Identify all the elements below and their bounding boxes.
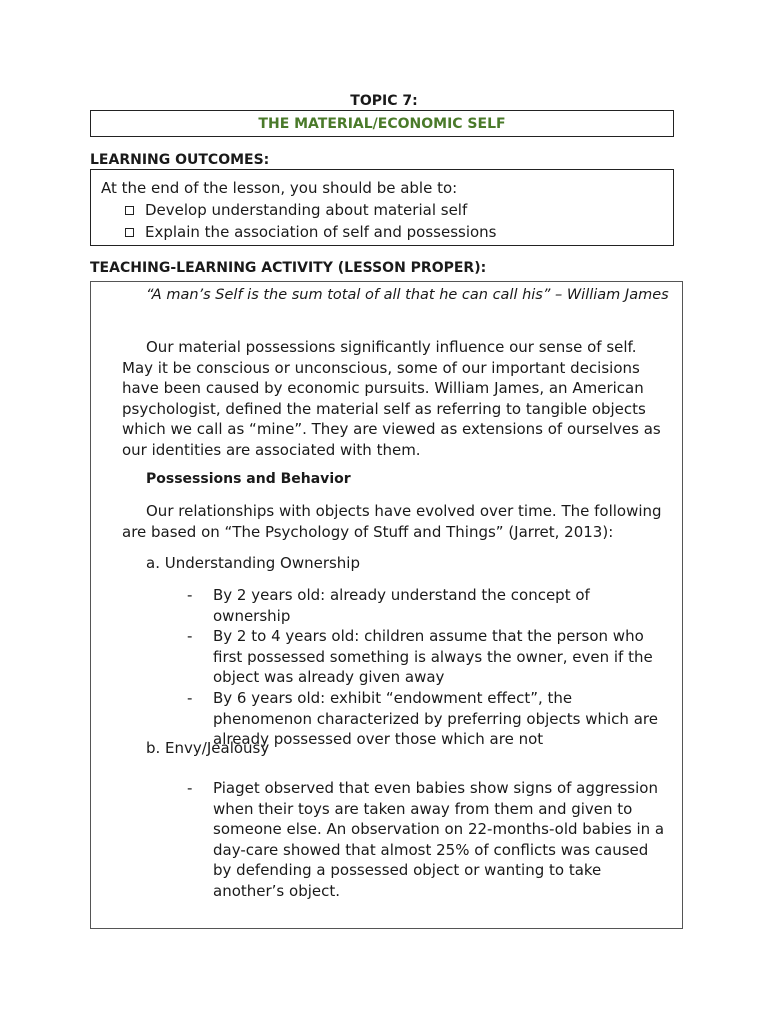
topic-label: TOPIC 7: <box>350 93 418 109</box>
dash-icon: - <box>187 779 193 797</box>
outcomes-intro: At the end of the lesson, you should be able to: <box>101 179 458 197</box>
bullet-list <box>187 778 667 902</box>
paragraph-intro: Our material possessions significantly influence our sense of self. May it be conscious or unconscious, some of our important decisions have been caused by economic pursuits. William James, an American psychologist, defined the material self as referring to tangible objects which we call as “mine”. They are viewed as extensions of ourselves as our identities are associated with them. <box>122 338 661 459</box>
paragraph-relationships: Our relationships with objects have evolved over time. The following are based on “The Psychology of Stuff and Things” (Jarret, 2013): <box>122 502 662 541</box>
outcome-text: Explain the association of self and possessions <box>145 223 497 241</box>
bullet-list <box>187 585 667 750</box>
learning-outcomes-box <box>90 169 674 246</box>
outcome-item <box>101 199 673 221</box>
bullet-text: By 2 to 4 years old: children assume that the person who first possessed something is always the owner, even if the object was already given away <box>213 627 653 687</box>
bullet-text: By 6 years old: exhibit “endowment effect”, the phenomenon characterized by preferring objects which are already possessed over those which are not <box>213 688 658 749</box>
checkbox-icon <box>125 206 134 215</box>
section-label: a. Understanding Ownership <box>146 554 360 572</box>
lesson-heading: TEACHING-LEARNING ACTIVITY (LESSON PROPER): <box>90 260 487 276</box>
outcome-item <box>101 221 673 243</box>
bullet-text: Piaget observed that even babies show signs of aggression when their toys are taken away from them and given to someone else. An observation on 22-months-old babies in a day-care showed that almost 25% of conflicts was caused by defending a possessed object or wanting to take another’s object. <box>213 779 665 900</box>
bullet-text: By 2 years old: already understand the concept of ownership <box>213 586 590 625</box>
dash-icon: - <box>187 688 193 707</box>
list-item <box>187 778 667 902</box>
quote: “A man’s Self is the sum total of all that he can call his” – William James <box>146 287 669 303</box>
outcome-text: Develop understanding about material self <box>145 201 468 219</box>
topic-title: THE MATERIAL/ECONOMIC SELF <box>90 110 674 137</box>
list-item <box>187 585 667 626</box>
dash-icon: - <box>187 586 193 604</box>
list-item <box>187 626 667 688</box>
possessions-subheading: Possessions and Behavior <box>146 471 351 487</box>
learning-outcomes-heading: LEARNING OUTCOMES: <box>90 152 270 168</box>
section-label: b. Envy/Jealousy <box>146 739 270 757</box>
checkbox-icon <box>125 228 134 237</box>
dash-icon: - <box>187 627 193 646</box>
